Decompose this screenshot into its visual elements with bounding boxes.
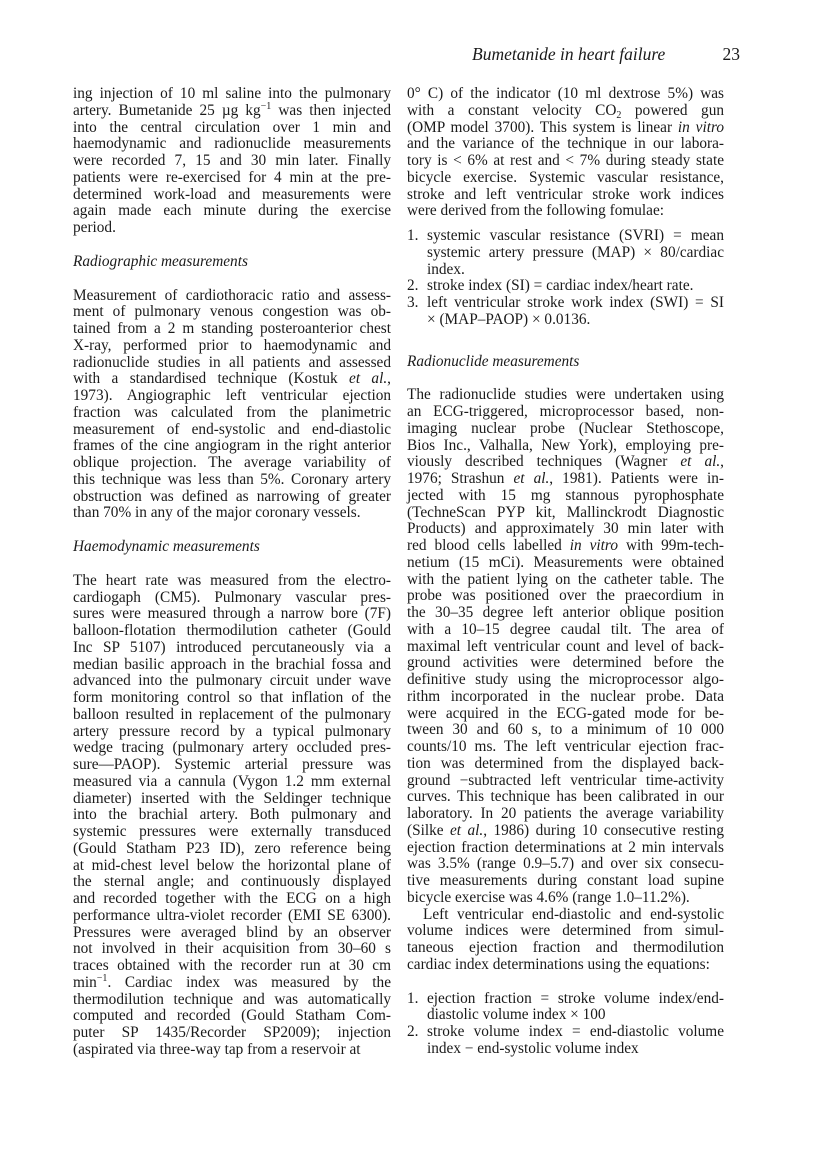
list-item xyxy=(407,228,724,278)
text-line: taneous ejection fraction and thermodilution xyxy=(407,939,724,956)
text-line: were derived from the following fomulae: xyxy=(407,202,664,220)
list-item-line: index − end-systolic volume index xyxy=(427,1039,639,1057)
text-line: traces obtained with the recorder run at 30 cm xyxy=(73,957,391,974)
radionuclide-paragraph xyxy=(407,387,724,906)
text-line: and the variance of the technique in our labora- xyxy=(407,135,724,153)
text-line: tween 30 and 60 s, to a minimum of 10 000 xyxy=(407,721,724,739)
text-line: diameter) inserted with the Seldinger technique xyxy=(73,789,391,807)
text-line: sure—PAOP). Systemic arterial pressure was xyxy=(73,756,391,773)
text-line: again made each minute during the exercise xyxy=(73,202,391,220)
radiographic-heading: Radiographic measurements xyxy=(73,252,248,270)
haemodynamic-paragraph xyxy=(73,573,391,1059)
text-line: bicycle exercise. Systemic vascular resistance, xyxy=(407,168,724,186)
text-line: was 3.5% (range 0.9–5.7) and over six consecu- xyxy=(407,855,724,873)
text-line: bicycle exercise was 4.6% (range 1.0–11.2%). xyxy=(407,888,690,906)
text-line: (Gould Statham P23 ID), zero reference being xyxy=(73,839,391,857)
text-line: with a constant velocity $CO_2$ powered gun xyxy=(407,101,724,121)
text-line: median basilic approach in the brachial fossa and xyxy=(73,655,391,673)
text-line: cardiac index determinations using the equations: xyxy=(407,955,710,973)
text-line: advanced into the pulmonary circuit under wave xyxy=(73,672,391,690)
text-line: Pressures were averaged blind by an observer xyxy=(73,923,391,941)
text-line: into the brachial artery. Both pulmonary and xyxy=(73,806,391,824)
list-item xyxy=(407,278,724,295)
list-item xyxy=(407,295,724,329)
text-line: form monitoring control so that inflation of the xyxy=(73,689,391,706)
text-line: the sternal angle; and continuously displayed xyxy=(73,873,391,891)
text-line: fraction was calculated from the planimetric xyxy=(73,403,391,421)
text-line: determined work-load and measurements were xyxy=(73,185,391,203)
list-item-line: × (MAP–PAOP) × 0.0136. xyxy=(427,310,591,328)
text-line: 1976; Strashun et al., 1981). Patients were in- xyxy=(407,470,724,487)
text-line: (Silke et al., 1986) during 10 consecutive resting xyxy=(407,821,724,839)
text-line: Measurement of cardiothoracic ratio and assess- xyxy=(73,286,391,304)
text-line: laboratory. In 20 patients the average variability xyxy=(407,805,724,822)
text-line: curves. This technique has been calibrated in our xyxy=(407,788,724,806)
radiographic-paragraph xyxy=(73,288,391,523)
text-line: balloon resulted in replacement of the pulmonary xyxy=(73,705,391,723)
text-line: ground −subtracted left ventricular time-activity xyxy=(407,771,724,789)
text-line: with a 10–15 degree caudal tilt. The area of xyxy=(407,620,724,638)
text-line: with a standardised technique (Kostuk et al., xyxy=(73,370,391,388)
text-line: an ECG-triggered, microprocessor based, non- xyxy=(407,403,724,420)
indicator-paragraph xyxy=(407,86,724,220)
text-line: counts/10 ms. The left ventricular ejection frac- xyxy=(407,738,724,755)
text-line: X-ray, performed prior to haemodynamic and xyxy=(73,336,391,354)
text-line: maximal left ventricular count and level of back- xyxy=(407,637,724,655)
text-line: with the patient lying on the catheter table. The xyxy=(407,570,724,588)
haemodynamic-heading: Haemodynamic measurements xyxy=(73,538,260,555)
text-line: tion was determined from the displayed back- xyxy=(407,754,724,772)
text-line: performance ultra-violet recorder (EMI SE 6300). xyxy=(73,906,391,924)
text-line: rithm incorporated in the nuclear probe. Data xyxy=(407,687,724,705)
text-line: The radionuclide studies were undertaken using xyxy=(407,386,724,404)
list-number: 2. xyxy=(407,277,419,295)
text-line: stroke and left ventricular stroke work indices xyxy=(407,185,724,203)
text-line: imaging nuclear probe (Nuclear Stethoscope, xyxy=(407,419,724,437)
text-line: 1973). Angiographic left ventricular ejection xyxy=(73,387,391,404)
text-line: oblique projection. The average variability of xyxy=(73,454,391,471)
text-line: the 30–35 degree left anterior oblique position xyxy=(407,604,724,621)
text-line: (TechneScan PYP kit, Mallinckrodt Diagnostic xyxy=(407,503,724,521)
list-number: 3. xyxy=(407,294,419,311)
formulae-list xyxy=(407,228,724,329)
text-line: 0° C) of the indicator (10 ml dextrose 5%) was xyxy=(407,85,724,102)
text-line: Left ventricular end-diastolic and end-systolic xyxy=(423,905,724,923)
text-line: than 70% in any of the major coronary vessels. xyxy=(73,504,361,522)
text-line: (aspirated via three-way tap from a reservoir at xyxy=(73,1040,361,1058)
text-line: wedge tracing (pulmonary artery occluded pres- xyxy=(73,739,391,757)
text-line: red blood cells labelled in vitro with 99m-tech- xyxy=(407,537,725,554)
list-item-line: left ventricular stroke work index (SWI) = SI xyxy=(427,294,724,311)
text-line: sures were measured through a narrow bore (7F) xyxy=(73,605,391,623)
list-number: 1. xyxy=(407,989,419,1007)
text-line: volume indices were determined from simul- xyxy=(407,922,724,940)
list-item-line: diastolic volume index × 100 xyxy=(427,1006,606,1024)
list-item-line: systemic vascular resistance (SVRI) = mean xyxy=(427,227,724,244)
text-line: ing injection of 10 ml saline into the pulmonary xyxy=(73,85,391,102)
text-line: Products) and approximately 30 min later with xyxy=(407,520,724,538)
list-item-line: stroke index (SI) = cardiac index/heart rate. xyxy=(427,277,694,295)
running-title: Bumetanide in heart failure xyxy=(472,44,666,64)
text-line: netium (15 mCi). Measurements were obtained xyxy=(407,553,724,571)
text-line: Bios Inc., Valhalla, New York), employing pre- xyxy=(407,436,724,454)
list-item xyxy=(407,1024,724,1058)
text-line: viously described techniques (Wagner et al., xyxy=(407,453,724,471)
text-line: tory is < 6% at rest and < 7% during steady state xyxy=(407,152,724,169)
text-line: $\min^{-1}$. Cardiac index was measured by the xyxy=(73,972,391,991)
text-line: ejection fraction determinations at 2 min intervals xyxy=(407,838,724,856)
equations-list xyxy=(407,991,724,1058)
running-header xyxy=(472,44,740,68)
text-line: definitive study using the microprocessor algo- xyxy=(407,671,724,688)
text-line: period. xyxy=(73,219,116,236)
text-line: into the central circulation over 1 min and xyxy=(73,118,391,136)
text-line: jected with 15 mg stannous pyrophosphate xyxy=(407,486,724,504)
text-line: not involved in their acquisition from 30–60 s xyxy=(73,940,391,958)
list-item-line: systemic artery pressure (MAP) × 80/cardiac xyxy=(427,243,724,261)
text-line: tained from a 2 m standing posteroanterior chest xyxy=(73,320,391,337)
text-line: balloon-flotation thermodilution catheter (Gould xyxy=(73,622,391,639)
text-line: patients were re-exercised for 4 min at the pre- xyxy=(73,168,391,186)
radionuclide-heading: Radionuclide measurements xyxy=(407,352,580,370)
volume-indices-paragraph xyxy=(407,907,724,974)
text-line: and recorded together with the ECG on a high xyxy=(73,890,391,907)
text-line: measurement of end-systolic and end-diastolic xyxy=(73,420,391,438)
list-number: 2. xyxy=(407,1023,419,1040)
text-line: measured via a cannula (Vygon 1.2 mm external xyxy=(73,772,391,790)
text-line: artery pressure record by a typical pulmonary xyxy=(73,722,391,740)
text-line: systemic pressures were externally transduced xyxy=(73,823,391,840)
list-item-line: ejection fraction = stroke volume index/end- xyxy=(427,989,724,1007)
text-line: ment of pulmonary venous congestion was ob- xyxy=(73,303,391,321)
text-line: computed and recorded (Gould Statham Com- xyxy=(73,1007,391,1025)
text-line: at mid-chest level below the horizontal plane of xyxy=(73,856,391,874)
text-line: (OMP model 3700). This system is linear in vitro xyxy=(407,118,725,136)
left-column xyxy=(73,86,391,1059)
list-item xyxy=(407,991,724,1025)
text-line: were acquired in the ECG-gated mode for be- xyxy=(407,704,724,722)
text-line: ground activities were determined before the xyxy=(407,654,724,672)
text-line: radionuclide studies in all patients and assessed xyxy=(73,353,391,371)
text-line: thermodilution technique and was automatically xyxy=(73,990,391,1008)
text-line: cardiogaph (CM5). Pulmonary vascular pres- xyxy=(73,588,391,606)
text-line: puter SP 1435/Recorder SP2009); injection xyxy=(73,1024,391,1041)
text-line: this technique was less than 5%. Coronary artery xyxy=(73,470,391,488)
text-line: obstruction was defined as narrowing of greater xyxy=(73,487,391,505)
intro-paragraph xyxy=(73,86,391,237)
list-item-line: stroke volume index = end-diastolic volume xyxy=(427,1023,724,1040)
text-line: probe was positioned over the praecordium in xyxy=(407,587,724,605)
text-line: frames of the cine angiogram in the right anterior xyxy=(73,437,391,455)
text-line: artery. Bumetanide 25 µg $kg^{-1}$ was then injected xyxy=(73,100,392,119)
text-line: were recorded 7, 15 and 30 min later. Finally xyxy=(73,152,391,169)
page-number: 23 xyxy=(722,44,740,64)
text-line: haemodynamic and radionuclide measurements xyxy=(73,135,391,153)
text-line: Inc SP 5107) introduced percutaneously via a xyxy=(73,638,391,656)
text-line: The heart rate was measured from the electro- xyxy=(73,571,391,589)
list-number: 1. xyxy=(407,227,419,244)
right-column xyxy=(407,86,724,1058)
list-item-line: index. xyxy=(427,260,465,278)
text-line: tive measurements during constant load supine xyxy=(407,872,724,889)
